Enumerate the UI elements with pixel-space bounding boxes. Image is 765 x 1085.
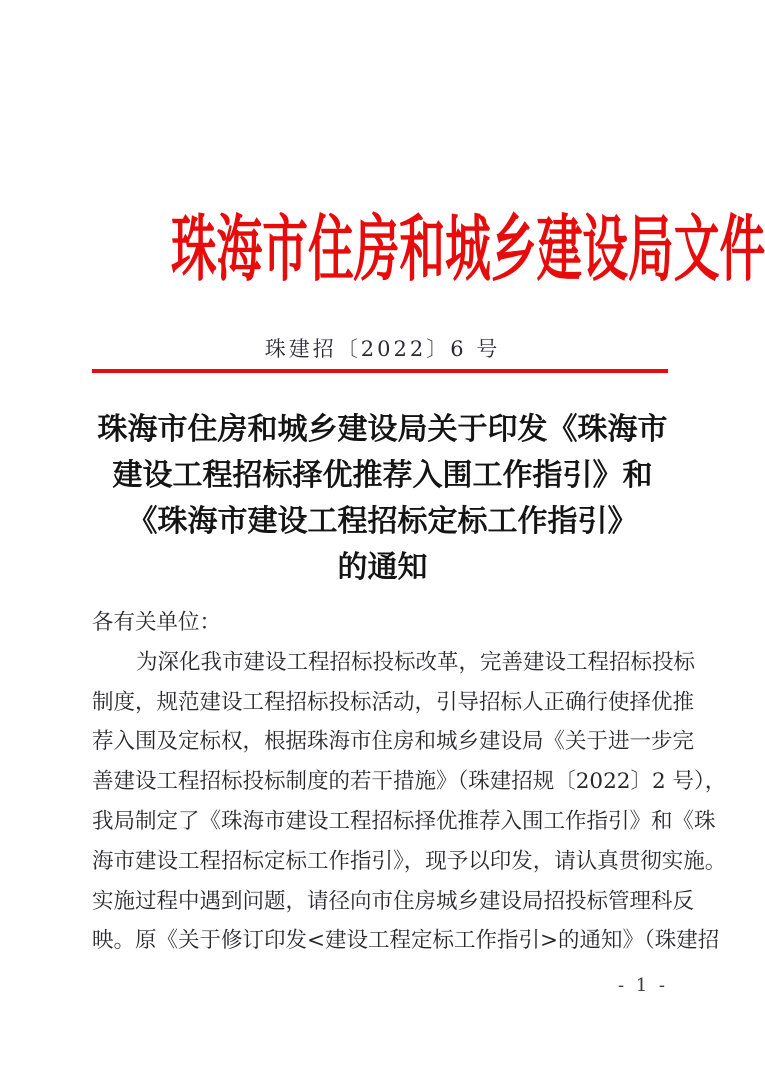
document-body	[92, 603, 727, 961]
body-line: 映。原《关于修订印发<建设工程定标工作指引>的通知》（珠建招	[92, 928, 720, 954]
title-line-1: 珠海市住房和城乡建设局关于印发《珠海市	[97, 412, 668, 447]
document-number: 珠建招〔2022〕6 号	[264, 337, 501, 361]
page-number: - 1 -	[617, 975, 668, 996]
body-line: 我局制定了《珠海市建设工程招标择优推荐入围工作指引》和《珠	[92, 808, 716, 834]
body-line: 荐入围及定标权，根据珠海市住房和城乡建设局《关于进一步完	[92, 729, 695, 755]
agency-header	[0, 206, 765, 291]
body-line: 为深化我市建设工程招标投标改革，完善建设工程招标投标	[136, 649, 696, 675]
body-line: 制度，规范建设工程招标投标活动，引导招标人正确行使择优推	[92, 689, 695, 715]
title-line-2: 建设工程招标择优推荐入围工作指引》和	[112, 458, 653, 493]
red-divider-line	[92, 369, 668, 373]
body-line: 实施过程中遇到问题，请径向市住房城乡建设局招投标管理科反	[92, 888, 695, 914]
title-line-3: 《珠海市建设工程招标定标工作指引》	[127, 504, 638, 539]
title-line-4: 的通知	[337, 550, 428, 585]
body-line: 善建设工程招标投标制度的若干措施》（珠建招规〔2022〕2 号），	[92, 769, 727, 795]
agency-header-title: 珠海市住房和城乡建设局文件	[170, 206, 765, 291]
salutation: 各有关单位：	[92, 610, 222, 635]
body-line: 海市建设工程招标定标工作指引》，现予以印发，请认真贯彻实施。	[92, 848, 727, 874]
document-title	[60, 407, 705, 591]
